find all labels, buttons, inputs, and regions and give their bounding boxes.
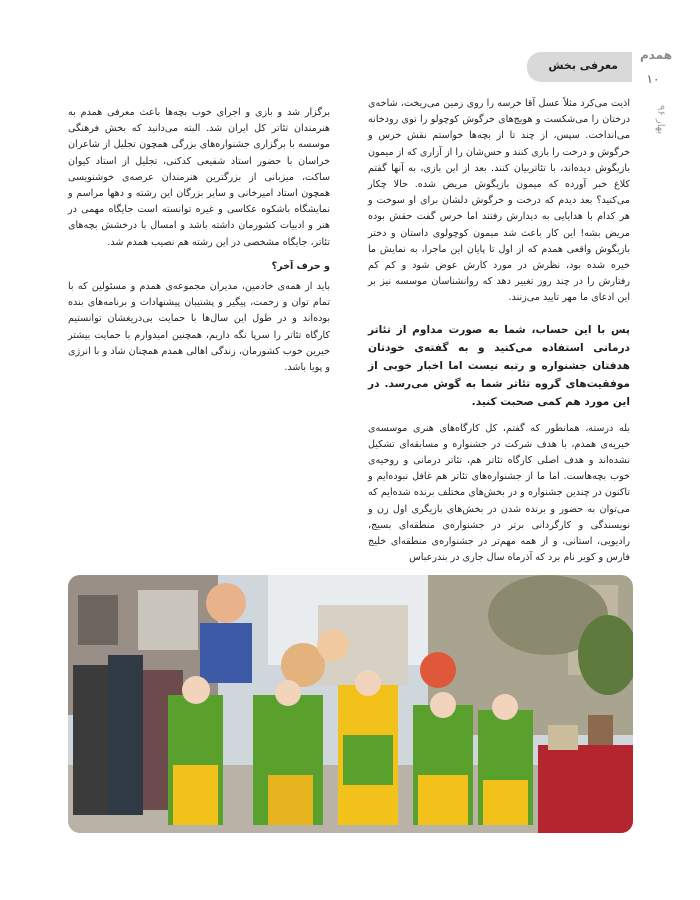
article-column-right — [368, 96, 630, 570]
article-column-left — [68, 105, 330, 380]
paragraph: برگزار شد و بازی و اجرای خوب بچه‌ها باعث معرفی همدم به هنرمندان تئاتر کل ایران شد. البته می‌دانید که بخش فرهنگی موسسه با برگزاری جشنواره‌های بزرگی همچون تجلیل از شاعران خراسان با حضور استاد شفیعی کدکنی، تجلیل از استاد کیوان ساکت، میزبانی از بزرگترین هنرمندان عرصه‌ی خوشنویسی همچون استاد امیرخانی و سایر بزرگان این رشته و دهها مراسم و نمایشگاه باشکوه عکاسی و غیره توانسته است جایگاه مهمی در هنر و ادبیات کشورمان داشته باشد و امسال با درخشش بچه‌های تئاتر، جایگاه مشخصی در این رشته هم نصیب همدم شد. — [68, 107, 330, 248]
paragraph: اذیت می‌کرد مثلاً عسل آقا خرسه را روی زمین می‌ریخت، شاخه‌ی درختان را می‌شکست و هویج‌های خرگوش کوچولو را توی رودخانه می‌انداخت. سپس، از چند تا از بچه‌ها خواستم نقش خرس و خرگوش و درخت را بازی کنند و حس‌شان را از آزاری که از میمون بازیگوش دیده‌اند، با تئاتربیان کنند. بعد از این بازی، به آنها گفتم کلاغ خبر آورده که میمون بازیگوش مریض شده. حالا چکار می‌کنید؟ بعد دیدم که درخت و خرگوش دلشان برای او سوخت و هر کدام با هدایایی به دیدارش رفتند اما خرس گفت حقش بوده مریض بشه! این کار باعث شد میمون کوچولوی داستان و دختر بازیگوش واقعی همدم که از اول تا پایان این ماجرا، به نمایش ما خیره شده بود، نظرش در مورد کارش عوض شود و کم کم رفتارش را در چند روز تغییر دهد که روانشناسان موسسه نیز بر این ادعای ما مهر تایید می‌زنند. — [368, 98, 630, 304]
performance-photo — [68, 575, 633, 833]
question-heading: و حرف آخر؟ — [271, 260, 330, 272]
paragraph: باید از همه‌ی خادمین، مدیران مجموعه‌ی همدم و مسئولین که با تمام توان و زحمت، پیگیر و پشتیبان پیشنهادات و برنامه‌های بنده بوده‌اند و در طول این سال‌ها با حمایت بی‌دریغشان توانستیم کارگاه تئاتر را سرپا نگه داریم، همچنین امیدوارم با حمایت بیشتر خیرین خوب کشورمان، زندگی اهالی همدم همچنان شاد و با انرژی و پویا باشد. — [68, 281, 330, 374]
section-label: معرفی بخش — [548, 59, 618, 72]
paragraph: بله درسته، همانطور که گفتم، کل کارگاه‌های هنری موسسه‌ی خیریه‌ی همدم، با هدف شرکت در جشنواره و مسابقه‌ای تشکیل نشده‌اند و هدف اصلی کارگاه تئاتر هم، تئاتر درمانی و روحیه‌ی خوب بچه‌هاست. اما ما از جشنواره‌های تئاتر هم غافل نبوده‌ایم و تاکنون در چندین جشنواره و در بخش‌های مختلف برنده شده‌ایم که می‌توان به حضور و برنده شدن در بخش‌های بازیگری اول زن و نویسندگی و کارگردانی برتر در جشنواره‌ی منطقه‌ای بسیج، رادیویی، استانی، و از همه مهم‌تر در جشنواره‌ی منطقه‌ای خلیج فارس و کویر نام برد که آذرماه سال جاری در بندرعباس — [368, 422, 630, 564]
issue-label: بهار ۹۶ — [655, 105, 666, 135]
question-lead: پس با این حساب، شما به صورت مداوم از تئاتر درمانی استفاده می‌کنید و به گفته‌ی خودتان هدفتان جشنواره و رتبه نیست اما اخبار خوبی از موفقیت‌های گروه تئاتر شما به گوش می‌رسد. در این مورد هم کمی صحبت کنید. — [368, 323, 630, 408]
magazine-logo: همدم — [640, 48, 673, 62]
section-tab — [527, 52, 632, 82]
page-number: ۱۰ — [646, 72, 660, 86]
photo-illustration — [68, 575, 633, 833]
